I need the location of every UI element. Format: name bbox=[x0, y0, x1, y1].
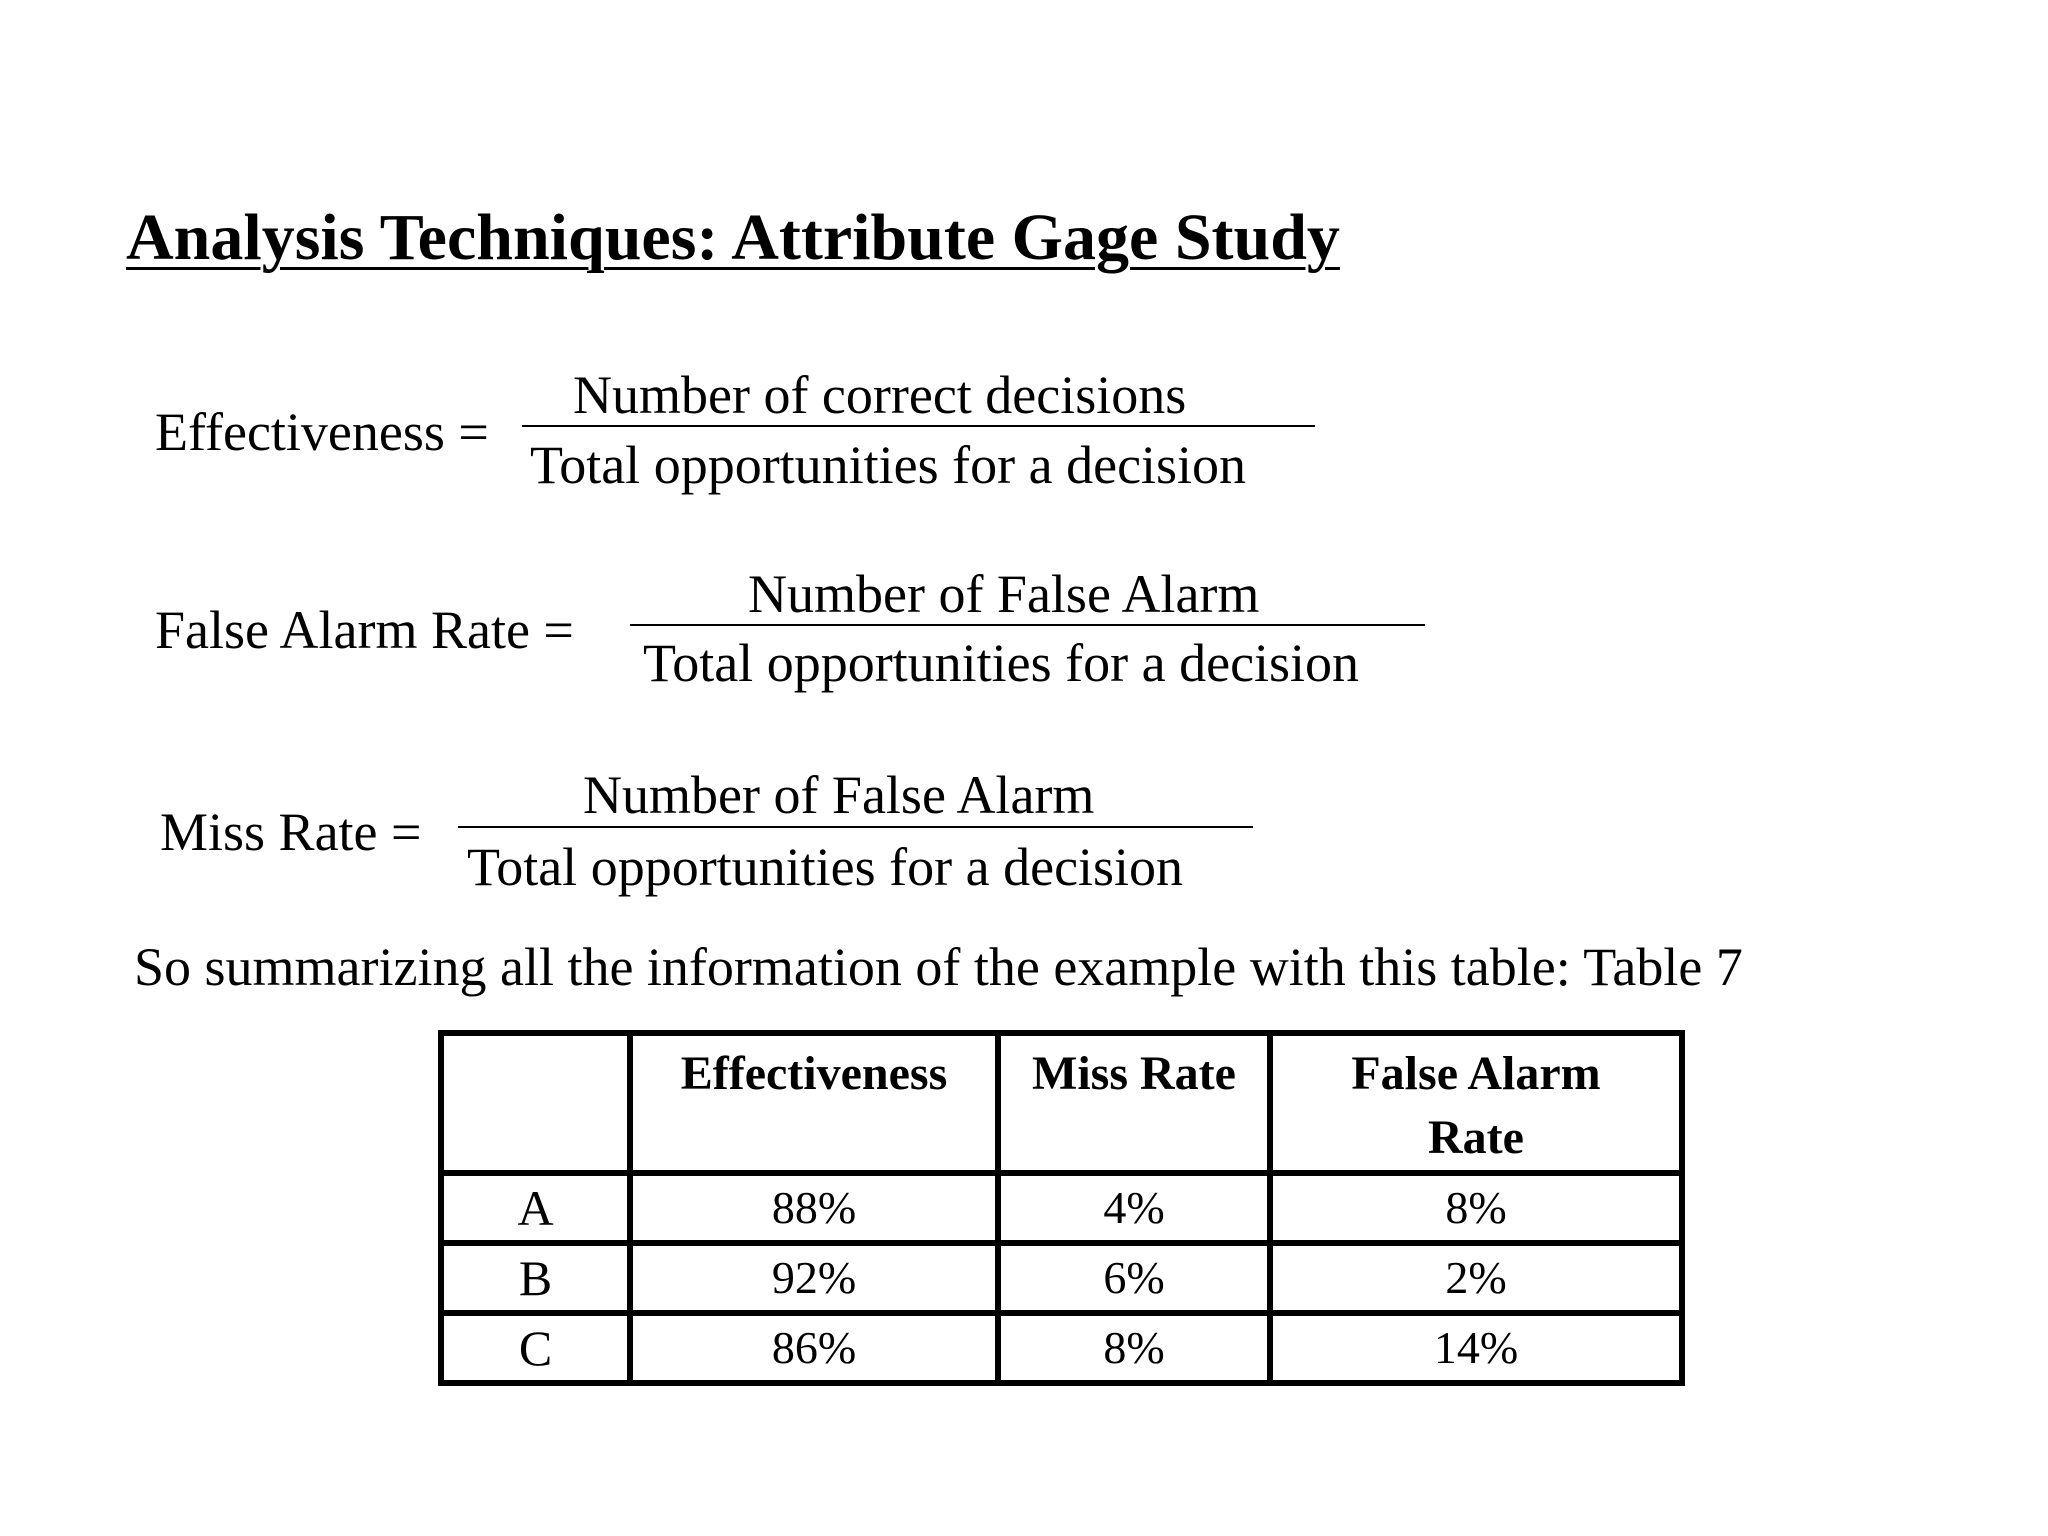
effectiveness-value: 86% bbox=[630, 1313, 998, 1383]
table-row bbox=[441, 1313, 1682, 1383]
miss-rate-value: 8% bbox=[998, 1313, 1270, 1383]
table-header-row bbox=[441, 1033, 1682, 1173]
effectiveness-denominator: Total opportunities for a decision bbox=[530, 435, 1247, 495]
table-row bbox=[441, 1243, 1682, 1313]
effectiveness-fraction-bar bbox=[522, 425, 1315, 427]
header-miss-rate: Miss Rate bbox=[998, 1033, 1270, 1173]
header-effectiveness: Effectiveness bbox=[630, 1033, 998, 1173]
miss-rate-fraction-bar bbox=[458, 826, 1253, 828]
false-alarm-rate-value: 8% bbox=[1270, 1173, 1682, 1243]
row-label: A bbox=[441, 1173, 630, 1243]
miss-rate-numerator: Number of False Alarm bbox=[583, 765, 1095, 825]
false-alarm-rate-label: False Alarm Rate = bbox=[155, 600, 574, 660]
miss-rate-denominator: Total opportunities for a decision bbox=[467, 837, 1184, 897]
effectiveness-value: 88% bbox=[630, 1173, 998, 1243]
summary-text: So summarizing all the information of the example with this table: Table 7 bbox=[134, 937, 1743, 997]
header-corner-cell bbox=[441, 1033, 630, 1173]
false-alarm-rate-fraction-bar bbox=[630, 624, 1425, 626]
miss-rate-value: 6% bbox=[998, 1243, 1270, 1313]
page-title: Analysis Techniques: Attribute Gage Study bbox=[126, 201, 1340, 274]
false-alarm-rate-value: 14% bbox=[1270, 1313, 1682, 1383]
false-alarm-rate-denominator: Total opportunities for a decision bbox=[643, 633, 1360, 693]
false-alarm-rate-value: 2% bbox=[1270, 1243, 1682, 1313]
miss-rate-value: 4% bbox=[998, 1173, 1270, 1243]
effectiveness-numerator: Number of correct decisions bbox=[573, 365, 1187, 425]
row-label: B bbox=[441, 1243, 630, 1313]
effectiveness-label: Effectiveness = bbox=[155, 402, 489, 462]
table-row bbox=[441, 1173, 1682, 1243]
results-table bbox=[438, 1030, 1685, 1386]
header-false-alarm-rate: False Alarm Rate bbox=[1270, 1033, 1682, 1173]
row-label: C bbox=[441, 1313, 630, 1383]
effectiveness-value: 92% bbox=[630, 1243, 998, 1313]
miss-rate-label: Miss Rate = bbox=[160, 802, 422, 862]
false-alarm-rate-numerator: Number of False Alarm bbox=[748, 564, 1260, 624]
